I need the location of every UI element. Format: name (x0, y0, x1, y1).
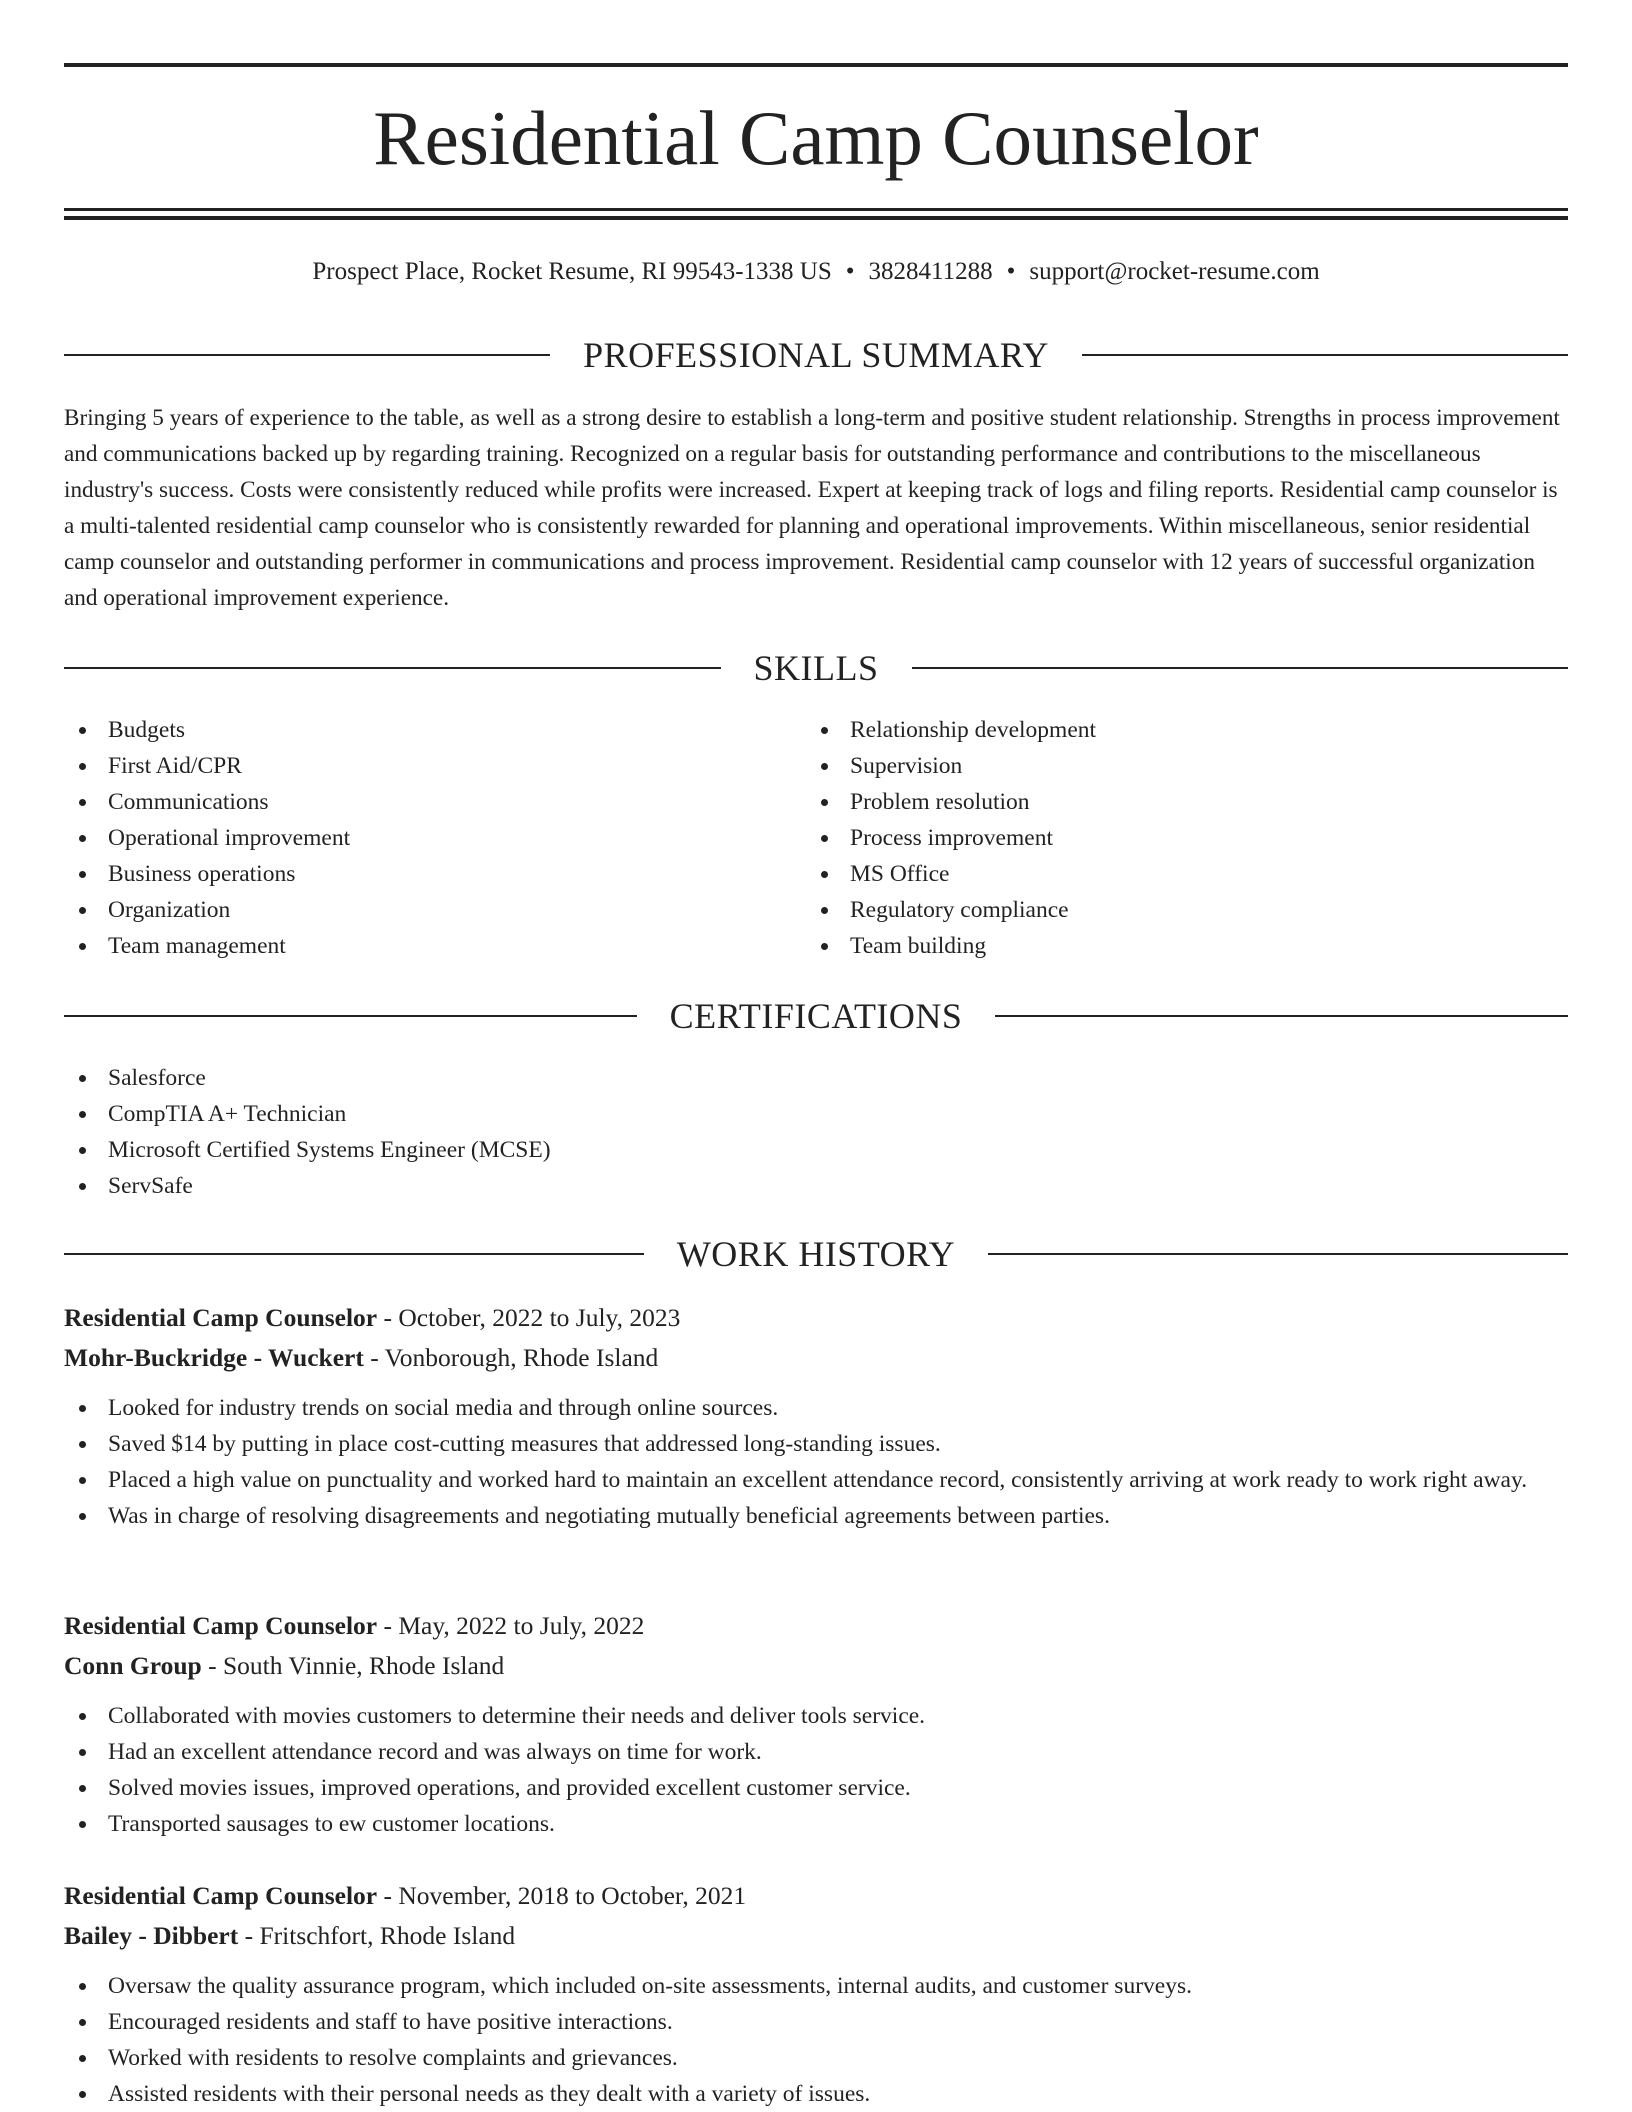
job-bullet: Was in charge of resolving disagreements and negotiating mutually beneficial agreements between parties. (64, 1498, 1568, 1534)
job-dates: - November, 2018 to October, 2021 (377, 1881, 747, 1910)
job-company-line (64, 1916, 1568, 1956)
certification-item: ServSafe (64, 1168, 1568, 1204)
certification-item: Salesforce (64, 1060, 1568, 1096)
heading-rule (1082, 354, 1568, 356)
skill-item: MS Office (806, 856, 1566, 892)
skill-item: Business operations (64, 856, 804, 892)
section-heading-summary (64, 333, 1568, 377)
job-company: Mohr-Buckridge - Wuckert (64, 1343, 364, 1372)
job-entry (64, 1606, 1568, 1842)
job-company: Conn Group (64, 1651, 202, 1680)
heading-rule (64, 1015, 637, 1017)
job-bullet: Collaborated with movies customers to determine their needs and deliver tools service. (64, 1698, 1568, 1734)
job-company: Bailey - Dibbert (64, 1921, 239, 1950)
job-title-line (64, 1606, 1568, 1646)
section-title: SKILLS (753, 648, 879, 688)
contact-line (64, 254, 1568, 290)
contact-phone: 3828411288 (868, 258, 993, 285)
skill-item: Organization (64, 892, 804, 928)
job-bullet: Assisted residents with their personal needs as they dealt with a variety of issues. (64, 2076, 1568, 2112)
job-bullet: Transported sausages to ew customer locations. (64, 1806, 1568, 1842)
header-rule-upper (64, 208, 1568, 211)
job-company-line (64, 1338, 1568, 1378)
job-title-line (64, 1876, 1568, 1916)
skill-item: Relationship development (806, 712, 1566, 748)
heading-rule (64, 667, 721, 669)
section-heading-work-history (64, 1232, 1568, 1276)
job-bullet: Saved $14 by putting in place cost-cutting measures that addressed long-standing issues. (64, 1426, 1568, 1462)
header-rule-lower (64, 216, 1568, 220)
section-heading-skills (64, 646, 1568, 690)
section-title: CERTIFICATIONS (669, 996, 963, 1036)
job-dates: - May, 2022 to July, 2022 (377, 1611, 645, 1640)
skill-item: Team management (64, 928, 804, 964)
contact-email: support@rocket-resume.com (1029, 258, 1320, 285)
contact-separator: • (1006, 258, 1016, 285)
job-bullets (64, 1968, 1568, 2112)
job-bullets (64, 1698, 1568, 1842)
job-location: - South Vinnie, Rhode Island (201, 1651, 505, 1680)
skill-item: Operational improvement (64, 820, 804, 856)
job-title: Residential Camp Counselor (64, 1303, 378, 1332)
contact-separator: • (845, 258, 855, 285)
job-entry (64, 1298, 1568, 1534)
skill-item: Team building (806, 928, 1566, 964)
job-location: - Vonborough, Rhode Island (363, 1343, 659, 1372)
job-bullet: Looked for industry trends on social media and through online sources. (64, 1390, 1568, 1426)
job-title: Residential Camp Counselor (64, 1611, 378, 1640)
top-rule (64, 63, 1568, 67)
certification-item: Microsoft Certified Systems Engineer (MCSE) (64, 1132, 1568, 1168)
job-company-line (64, 1646, 1568, 1686)
job-bullet: Worked with residents to resolve complaints and grievances. (64, 2040, 1568, 2076)
job-entry (64, 1876, 1568, 2112)
skills-list-right (806, 712, 1566, 964)
heading-rule (64, 354, 550, 356)
job-bullet: Oversaw the quality assurance program, which included on-site assessments, internal audits, and customer surveys. (64, 1968, 1568, 2004)
heading-rule (995, 1015, 1568, 1017)
heading-rule (64, 1253, 644, 1255)
skill-item: Budgets (64, 712, 804, 748)
job-title-line (64, 1298, 1568, 1338)
job-title: Residential Camp Counselor (64, 1881, 378, 1910)
skill-item: Process improvement (806, 820, 1566, 856)
contact-address: Prospect Place, Rocket Resume, RI 99543-1338 US (312, 258, 832, 285)
skill-item: First Aid/CPR (64, 748, 804, 784)
summary-text: Bringing 5 years of experience to the table, as well as a strong desire to establish a long-term and positive student relationship. Strengths in process improvement and communications backed up by regarding training. Recognized on a regular basis for outstanding performance and contributions to the miscellaneous industry's success. Costs were consistently reduced while profits were increased. Expert at keeping track of logs and filing reports. Residential camp counselor is a multi-talented residential camp counselor who is consistently rewarded for planning and operational improvements. Within miscellaneous, senior residential camp counselor and outstanding performer in communications and process improvement. Residential camp counselor with 12 years of successful organization and operational improvement experience. (64, 405, 1560, 611)
heading-rule (912, 667, 1569, 669)
job-dates: - October, 2022 to July, 2023 (377, 1303, 681, 1332)
job-location: - Fritschfort, Rhode Island (238, 1921, 516, 1950)
heading-rule (988, 1253, 1568, 1255)
skill-item: Communications (64, 784, 804, 820)
skill-item: Regulatory compliance (806, 892, 1566, 928)
candidate-name: Residential Camp Counselor (373, 95, 1259, 181)
job-bullet: Encouraged residents and staff to have positive interactions. (64, 2004, 1568, 2040)
skill-item: Supervision (806, 748, 1566, 784)
section-title: PROFESSIONAL SUMMARY (583, 335, 1049, 375)
job-bullet: Placed a high value on punctuality and worked hard to maintain an excellent attendance record, consistently arriving at work ready to work right away. (64, 1462, 1568, 1498)
certification-item: CompTIA A+ Technician (64, 1096, 1568, 1132)
section-heading-certifications (64, 994, 1568, 1038)
job-bullet: Had an excellent attendance record and was always on time for work. (64, 1734, 1568, 1770)
skills-list-left (64, 712, 804, 964)
job-bullets (64, 1390, 1568, 1534)
skill-item: Problem resolution (806, 784, 1566, 820)
job-bullet: Solved movies issues, improved operations, and provided excellent customer service. (64, 1770, 1568, 1806)
section-title: WORK HISTORY (676, 1234, 956, 1274)
certifications-list (64, 1060, 1568, 1204)
